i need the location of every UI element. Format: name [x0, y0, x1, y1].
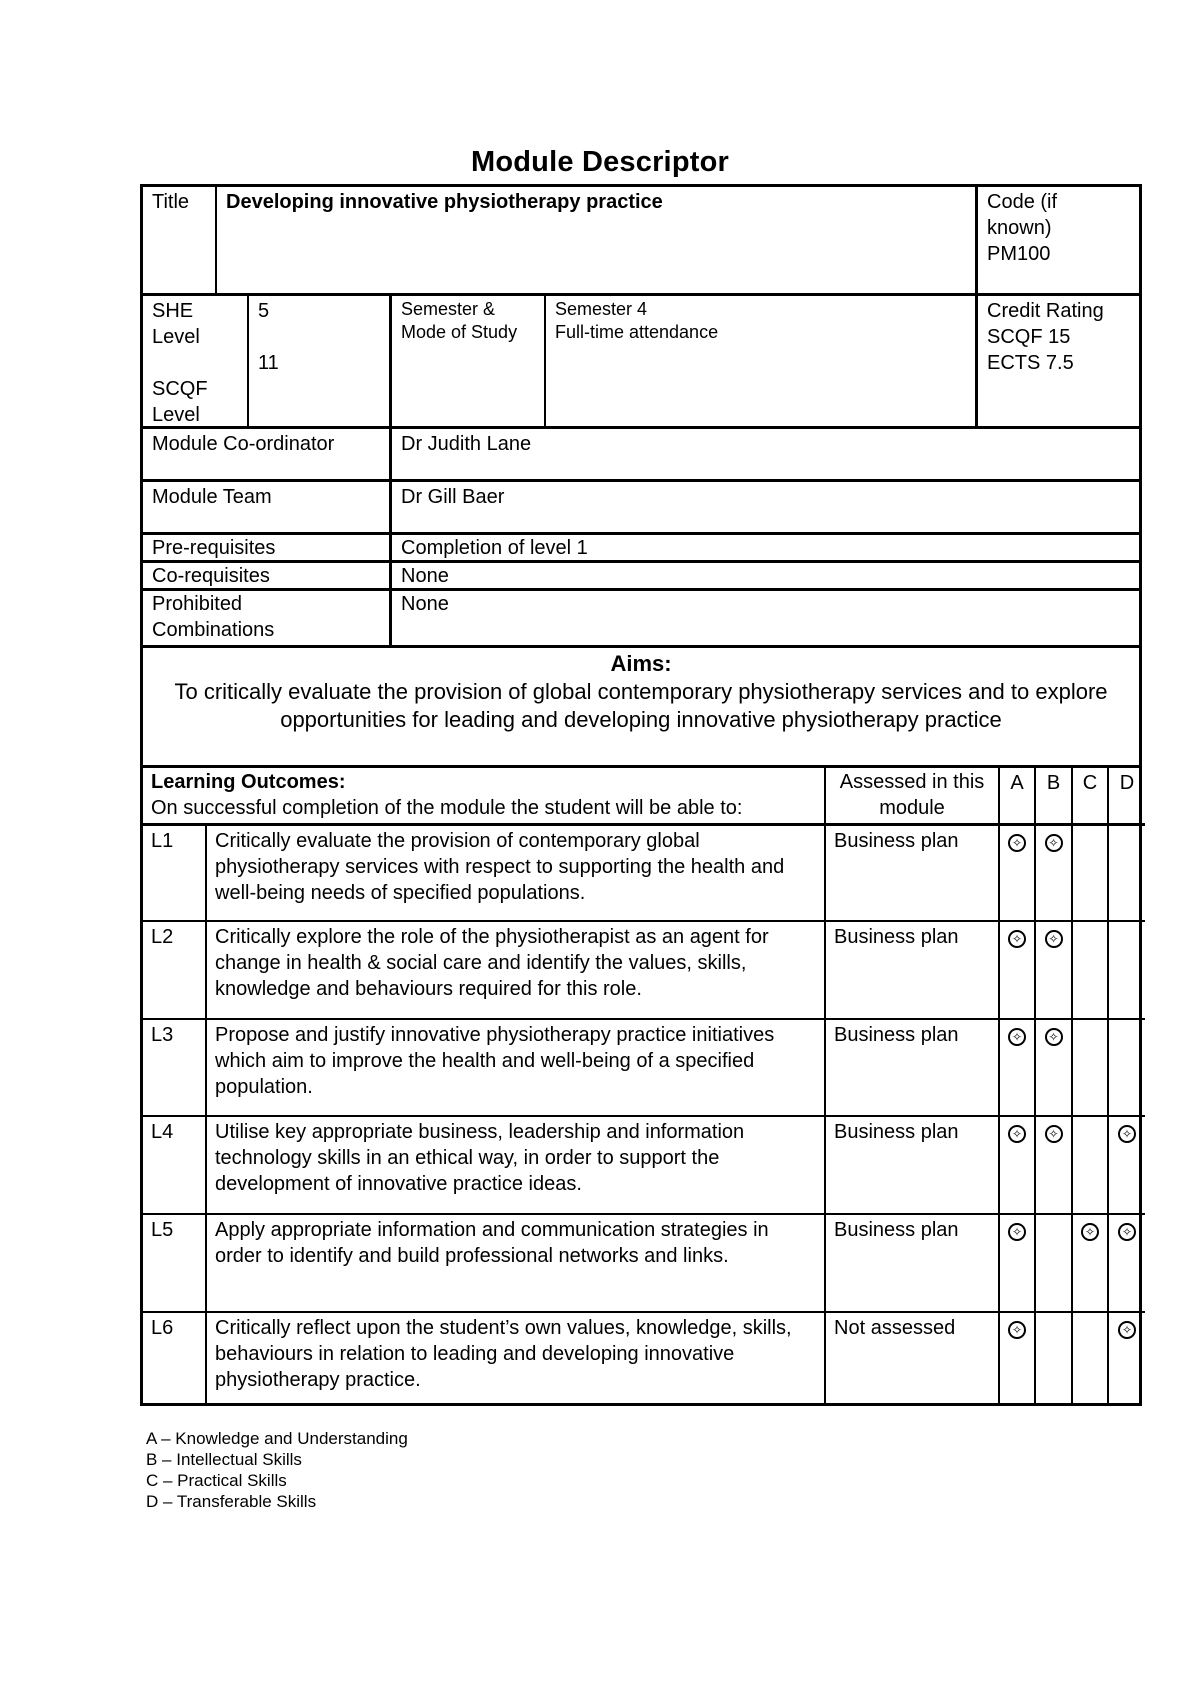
- globe-check-icon: ✧: [1045, 930, 1063, 948]
- mark-cell: [1108, 1019, 1145, 1116]
- corequisites-label: Co-requisites: [152, 565, 270, 587]
- learning-outcomes-subheading: On successful completion of the module the student will be able to:: [151, 797, 743, 819]
- outcome-id: L2: [143, 921, 206, 1019]
- prohibited-value: None: [389, 591, 1139, 645]
- outcome-id: L4: [143, 1116, 206, 1214]
- prohibited-row: [140, 588, 1142, 648]
- semester-label: Semester & Mode of Study: [389, 296, 544, 426]
- globe-check-icon: ✧: [1008, 1223, 1026, 1241]
- mark-cell: [1072, 1312, 1108, 1404]
- scqf-level-label: SCQF Level: [152, 378, 208, 426]
- prerequisites-label: Pre-requisites: [152, 537, 276, 559]
- globe-check-icon: ✧: [1008, 1028, 1026, 1046]
- mark-cell: [1108, 825, 1145, 921]
- mark-cell: [1108, 1312, 1145, 1404]
- assessed-header: Assessed in this module: [825, 768, 999, 825]
- code-value: PM100: [987, 243, 1051, 265]
- outcome-text: Critically explore the role of the physiotherapist as an agent for change in health & social care and identify the values, skills, knowledge and behaviours required for this role.: [206, 921, 825, 1019]
- key-b: B – Intellectual Skills: [146, 1450, 302, 1469]
- level-labels: [143, 296, 247, 426]
- globe-check-icon: ✧: [1045, 1028, 1063, 1046]
- semester-value-cell: [544, 296, 975, 426]
- mark-cell: [1035, 1116, 1072, 1214]
- globe-check-icon: ✧: [1008, 834, 1026, 852]
- mark-cell: [999, 825, 1035, 921]
- outcome-assessed: Business plan: [825, 1019, 999, 1116]
- mark-cell: [999, 1214, 1035, 1312]
- outcome-category-key: [146, 1428, 408, 1512]
- column-header-c: C: [1072, 768, 1108, 825]
- outcome-assessed: Business plan: [825, 1214, 999, 1312]
- key-c: C – Practical Skills: [146, 1471, 287, 1490]
- code-label: Code (if known): [987, 191, 1058, 239]
- globe-check-icon: ✧: [1045, 834, 1063, 852]
- mode-of-study-value: Full-time attendance: [555, 322, 719, 342]
- mark-cell: [1035, 825, 1072, 921]
- credit-rating-cell: [975, 296, 1139, 426]
- outcome-id: L3: [143, 1019, 206, 1116]
- page-title: Module Descriptor: [471, 146, 729, 178]
- outcome-row: [143, 1019, 1145, 1116]
- mark-cell: [999, 1019, 1035, 1116]
- mark-cell: [999, 921, 1035, 1019]
- mark-cell: [1035, 921, 1072, 1019]
- mark-cell: [1035, 1019, 1072, 1116]
- prohibited-label-text: Prohibited Combinations: [152, 593, 275, 641]
- outcome-id: L1: [143, 825, 206, 921]
- key-a: A – Knowledge and Understanding: [146, 1429, 408, 1448]
- outcome-assessed: Business plan: [825, 825, 999, 921]
- she-level-value: 5: [258, 300, 270, 322]
- credit-ects: ECTS 7.5: [987, 352, 1074, 374]
- team-row: [140, 479, 1142, 535]
- coordinator-row: [140, 426, 1142, 482]
- outcome-text: Apply appropriate information and communication strategies in order to identify and build professional networks and links.: [206, 1214, 825, 1312]
- mark-cell: [1108, 1214, 1145, 1312]
- globe-check-icon: ✧: [1118, 1223, 1136, 1241]
- globe-check-icon: ✧: [1118, 1125, 1136, 1143]
- outcome-text: Utilise key appropriate business, leadership and information technology skills in an ethical way, in order to support the development of innovative practice ideas.: [206, 1116, 825, 1214]
- mark-cell: [1072, 1214, 1108, 1312]
- code-cell: [975, 187, 1139, 293]
- mark-cell: [1072, 1019, 1108, 1116]
- module-title: Developing innovative physiotherapy practice: [215, 187, 975, 293]
- globe-check-icon: ✧: [1008, 930, 1026, 948]
- outcome-assessed: Not assessed: [825, 1312, 999, 1404]
- corequisites-value: None: [389, 563, 1139, 588]
- outcome-text: Critically reflect upon the student’s own values, knowledge, skills, behaviours in relation to leading and developing innovative physiotherapy practice.: [206, 1312, 825, 1404]
- team-label: Module Team: [152, 486, 272, 508]
- mark-cell: [1072, 921, 1108, 1019]
- prohibited-label: [143, 591, 389, 645]
- coordinator-label: Module Co-ordinator: [152, 433, 335, 455]
- globe-check-icon: ✧: [1118, 1321, 1136, 1339]
- coordinator-value: Dr Judith Lane: [389, 429, 1139, 479]
- learning-outcomes-header-row: [143, 768, 1145, 825]
- level-values: [247, 296, 389, 426]
- outcome-assessed: Business plan: [825, 1116, 999, 1214]
- globe-check-icon: ✧: [1081, 1223, 1099, 1241]
- credit-scqf: SCQF 15: [987, 326, 1071, 348]
- column-header-a: A: [999, 768, 1035, 825]
- learning-outcomes-heading: Learning Outcomes:: [151, 771, 346, 793]
- aims-section: [140, 645, 1142, 768]
- outcome-id: L5: [143, 1214, 206, 1312]
- mark-cell: [1035, 1312, 1072, 1404]
- outcome-row: [143, 921, 1145, 1019]
- aims-block: [143, 648, 1139, 734]
- outcome-row: [143, 1312, 1145, 1404]
- prerequisites-row: [140, 532, 1142, 563]
- outcome-text: Propose and justify innovative physiotherapy practice initiatives which aim to improve the health and well-being of a specified population.: [206, 1019, 825, 1116]
- column-header-b: B: [1035, 768, 1072, 825]
- mark-cell: [999, 1312, 1035, 1404]
- outcome-assessed: Business plan: [825, 921, 999, 1019]
- learning-outcomes-header: [143, 768, 825, 825]
- levels-row: [140, 293, 1142, 429]
- globe-check-icon: ✧: [1008, 1321, 1026, 1339]
- aims-heading: Aims:: [610, 651, 672, 676]
- mark-cell: [1072, 1116, 1108, 1214]
- scqf-level-value: 11: [258, 352, 279, 374]
- mark-cell: [1108, 1116, 1145, 1214]
- title-label: Title: [152, 191, 190, 213]
- column-header-d: D: [1108, 768, 1145, 825]
- team-value: Dr Gill Baer: [389, 482, 1139, 532]
- prerequisites-value: Completion of level 1: [389, 535, 1139, 560]
- semester-value: Semester 4: [555, 299, 648, 319]
- key-d: D – Transferable Skills: [146, 1492, 317, 1511]
- aims-text: To critically evaluate the provision of global contemporary physiotherapy services and to explore opportunities for leading and developing innovative physiotherapy practice: [174, 679, 1108, 732]
- outcome-id: L6: [143, 1312, 206, 1404]
- she-level-label: SHE Level: [152, 300, 200, 348]
- title-row: [140, 184, 1142, 296]
- outcome-text: Critically evaluate the provision of contemporary global physiotherapy services with respect to supporting the health and well-being needs of specified populations.: [206, 825, 825, 921]
- outcome-row: [143, 1214, 1145, 1312]
- mark-cell: [1072, 825, 1108, 921]
- globe-check-icon: ✧: [1008, 1125, 1026, 1143]
- credit-rating-label: Credit Rating: [987, 300, 1104, 322]
- learning-outcomes-table: [140, 765, 1142, 1406]
- mark-cell: [999, 1116, 1035, 1214]
- outcome-row: [143, 1116, 1145, 1214]
- corequisites-row: [140, 560, 1142, 591]
- mark-cell: [1035, 1214, 1072, 1312]
- mark-cell: [1108, 921, 1145, 1019]
- outcome-row: [143, 825, 1145, 921]
- globe-check-icon: ✧: [1045, 1125, 1063, 1143]
